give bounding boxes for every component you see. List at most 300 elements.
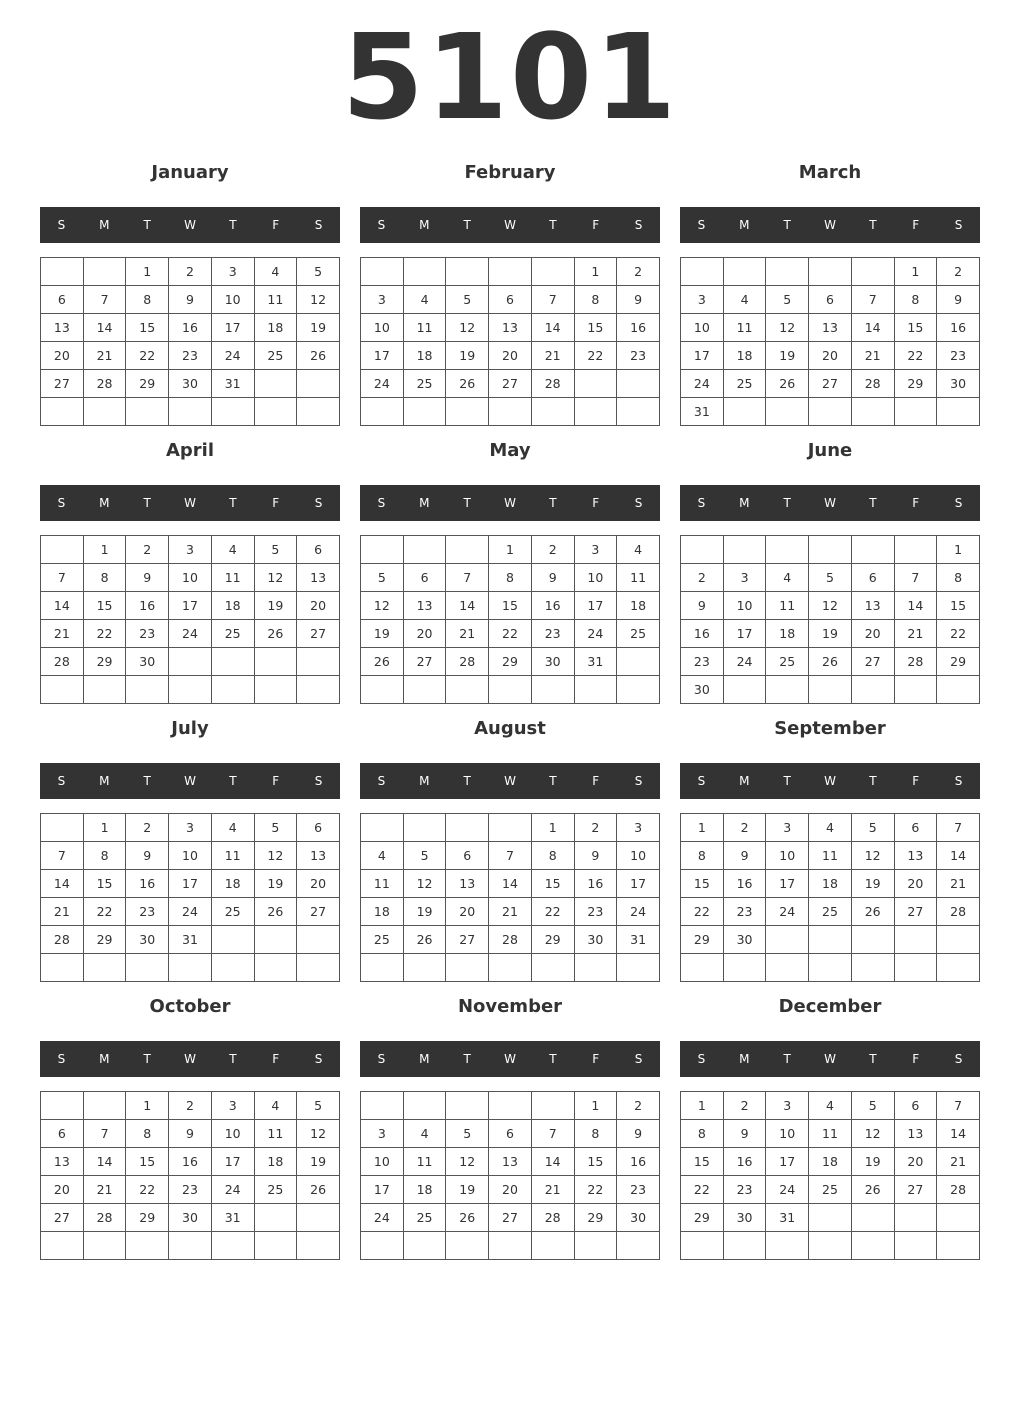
week-row [41,870,340,898]
day-cell: 20 [41,1176,84,1204]
day-cell: 5 [403,842,446,870]
weekday-header [40,763,340,799]
day-cell [723,258,766,286]
day-cell [446,676,489,704]
day-cell: 14 [83,314,126,342]
day-cell: 23 [574,898,617,926]
day-cell: 30 [169,1204,212,1232]
week-row [361,1148,660,1176]
day-cell [531,954,574,982]
day-cell [937,954,980,982]
day-cell: 30 [126,648,169,676]
day-cell: 13 [894,842,937,870]
day-cell: 20 [489,1176,532,1204]
weekday-label: T [463,1052,471,1066]
day-cell [254,398,297,426]
day-cell: 4 [809,1092,852,1120]
day-cell: 2 [617,258,660,286]
day-cell: 24 [169,620,212,648]
day-cell: 16 [681,620,724,648]
day-cell [766,258,809,286]
day-cell: 20 [41,342,84,370]
day-cell: 20 [297,592,340,620]
day-cell [361,258,404,286]
day-cell: 13 [894,1120,937,1148]
day-cell [446,814,489,842]
week-row [361,814,660,842]
day-cell: 7 [489,842,532,870]
day-cell: 27 [297,898,340,926]
day-cell: 2 [126,814,169,842]
day-cell: 15 [681,870,724,898]
day-cell [254,648,297,676]
week-row [681,342,980,370]
weekday-header [680,485,980,521]
day-cell: 2 [681,564,724,592]
day-cell: 25 [254,342,297,370]
day-cell: 26 [851,898,894,926]
day-cell: 15 [126,1148,169,1176]
day-cell: 24 [766,1176,809,1204]
day-cell [126,398,169,426]
day-cell: 8 [937,564,980,592]
day-cell: 26 [297,1176,340,1204]
day-cell: 29 [126,370,169,398]
day-cell [809,398,852,426]
day-cell [937,1232,980,1260]
day-cell [809,1232,852,1260]
day-cell [894,1204,937,1232]
day-cell [41,814,84,842]
day-cell: 3 [211,258,254,286]
day-cell [531,1232,574,1260]
day-cell: 8 [681,842,724,870]
day-cell: 22 [894,342,937,370]
weekday-label: W [184,218,196,232]
day-cell: 23 [681,648,724,676]
week-row [681,842,980,870]
day-cell [766,536,809,564]
day-cell: 28 [489,926,532,954]
week-row [41,370,340,398]
day-cell [169,648,212,676]
day-cell [169,398,212,426]
day-cell: 23 [169,342,212,370]
week-row [41,1120,340,1148]
day-cell [446,1232,489,1260]
week-row [41,314,340,342]
day-cell [41,676,84,704]
day-cell [489,1232,532,1260]
day-cell: 22 [531,898,574,926]
day-cell: 30 [531,648,574,676]
day-cell [766,398,809,426]
day-cell: 4 [723,286,766,314]
day-cell [894,676,937,704]
day-cell: 19 [446,342,489,370]
day-cell [894,926,937,954]
day-cell [254,1232,297,1260]
day-cell: 12 [403,870,446,898]
day-cell: 7 [531,1120,574,1148]
day-cell [41,258,84,286]
day-cell: 4 [361,842,404,870]
day-cell: 16 [126,870,169,898]
day-cell: 6 [489,1120,532,1148]
week-row [41,1204,340,1232]
day-grid [40,257,340,426]
weekday-label: T [549,496,557,510]
day-cell [361,1232,404,1260]
day-cell [489,814,532,842]
day-cell [531,676,574,704]
weekday-label: S [314,218,323,232]
week-row [361,870,660,898]
week-row [361,564,660,592]
weekday-label: S [314,1052,323,1066]
day-cell: 5 [254,536,297,564]
day-grid [40,813,340,982]
day-cell: 3 [361,1120,404,1148]
day-cell: 9 [723,842,766,870]
day-cell [894,1232,937,1260]
day-cell: 31 [681,398,724,426]
day-cell: 9 [126,842,169,870]
day-cell [169,676,212,704]
weekday-label: S [377,218,386,232]
day-cell: 29 [937,648,980,676]
day-cell [617,398,660,426]
day-cell: 27 [851,648,894,676]
month-name: December [778,996,882,1017]
day-cell: 15 [126,314,169,342]
day-cell [41,1092,84,1120]
week-row [41,258,340,286]
day-cell: 28 [83,1204,126,1232]
day-cell: 21 [937,1148,980,1176]
day-cell [489,258,532,286]
weekday-label: T [783,1052,791,1066]
day-cell [723,536,766,564]
day-cell: 5 [766,286,809,314]
day-cell [446,1092,489,1120]
weekday-label: S [697,496,706,510]
day-cell: 23 [531,620,574,648]
week-row [681,258,980,286]
day-cell: 1 [894,258,937,286]
day-cell [403,1092,446,1120]
weekday-label: T [869,774,877,788]
day-cell: 30 [723,1204,766,1232]
week-row [41,398,340,426]
day-grid [360,257,660,426]
day-cell [489,676,532,704]
weekday-label: F [592,774,600,788]
day-cell: 27 [297,620,340,648]
weekday-label: T [143,496,151,510]
day-cell: 25 [403,370,446,398]
week-row [361,536,660,564]
day-cell: 23 [617,1176,660,1204]
day-cell [766,676,809,704]
weekday-label: T [229,1052,237,1066]
day-cell: 7 [937,814,980,842]
day-cell: 13 [489,1148,532,1176]
day-cell [83,1232,126,1260]
day-cell: 1 [83,536,126,564]
day-cell: 15 [681,1148,724,1176]
week-row [361,314,660,342]
weekday-label: F [272,1052,280,1066]
day-cell: 7 [41,842,84,870]
weekday-label: T [783,496,791,510]
weekday-label: W [504,774,516,788]
day-cell: 15 [83,870,126,898]
day-cell: 14 [41,870,84,898]
week-row [681,954,980,982]
day-cell: 6 [851,564,894,592]
day-cell: 18 [766,620,809,648]
weekday-label: M [99,774,110,788]
day-grid [40,535,340,704]
weekday-label: M [99,1052,110,1066]
day-cell: 6 [894,814,937,842]
weekday-label: M [419,218,430,232]
day-cell: 1 [681,1092,724,1120]
day-cell: 28 [41,648,84,676]
day-cell: 8 [126,286,169,314]
day-cell [403,814,446,842]
day-cell [297,370,340,398]
day-cell: 18 [723,342,766,370]
day-cell: 1 [489,536,532,564]
day-cell [681,536,724,564]
day-cell [574,954,617,982]
month-name: November [457,996,563,1017]
day-cell: 28 [83,370,126,398]
day-cell: 28 [937,898,980,926]
day-cell [297,1232,340,1260]
day-cell: 25 [211,898,254,926]
weekday-label: M [99,218,110,232]
week-row [41,842,340,870]
weekday-label: W [504,218,516,232]
day-cell: 29 [574,1204,617,1232]
day-cell: 4 [254,1092,297,1120]
week-row [361,1092,660,1120]
day-cell [361,954,404,982]
week-row [361,842,660,870]
day-cell: 26 [403,926,446,954]
day-cell [41,954,84,982]
week-row [681,398,980,426]
day-cell: 21 [41,620,84,648]
day-cell: 19 [254,870,297,898]
day-cell: 15 [574,314,617,342]
weekday-label: T [229,218,237,232]
weekday-label: F [272,218,280,232]
day-cell: 22 [126,1176,169,1204]
day-cell: 3 [211,1092,254,1120]
day-cell: 11 [211,564,254,592]
day-cell [41,398,84,426]
week-row [41,536,340,564]
day-cell: 4 [211,536,254,564]
weekday-label: F [592,218,600,232]
week-row [681,870,980,898]
day-cell: 25 [723,370,766,398]
day-cell: 14 [937,842,980,870]
day-cell: 29 [126,1204,169,1232]
day-cell [446,398,489,426]
day-cell [361,814,404,842]
weekday-label: T [143,1052,151,1066]
day-cell [254,676,297,704]
day-cell: 6 [297,536,340,564]
day-cell [574,676,617,704]
day-cell: 24 [361,370,404,398]
weekday-label: S [697,774,706,788]
day-cell: 14 [489,870,532,898]
day-cell: 28 [446,648,489,676]
weekday-header [680,763,980,799]
weekday-label: M [99,496,110,510]
weekday-label: S [634,1052,643,1066]
day-cell: 19 [766,342,809,370]
weekday-label: T [143,774,151,788]
weekday-label: S [377,496,386,510]
day-cell: 10 [681,314,724,342]
day-cell: 8 [489,564,532,592]
weekday-label: T [463,218,471,232]
day-cell: 26 [446,370,489,398]
day-cell: 16 [937,314,980,342]
week-row [41,926,340,954]
day-cell: 22 [83,898,126,926]
day-cell: 13 [489,314,532,342]
weekday-label: T [549,774,557,788]
day-cell: 9 [531,564,574,592]
day-cell: 15 [574,1148,617,1176]
day-cell [809,258,852,286]
day-cell: 1 [574,258,617,286]
day-cell: 19 [297,1148,340,1176]
week-row [681,1176,980,1204]
day-cell: 30 [723,926,766,954]
weekday-label: W [824,218,836,232]
day-cell: 14 [531,314,574,342]
day-cell: 9 [169,286,212,314]
day-cell: 12 [297,286,340,314]
day-cell [297,1204,340,1232]
day-cell [937,398,980,426]
day-cell: 3 [766,814,809,842]
day-cell: 17 [211,1148,254,1176]
weekday-label: S [634,774,643,788]
weekday-label: M [739,774,750,788]
day-cell: 4 [809,814,852,842]
month-name: March [798,162,862,183]
day-cell: 24 [723,648,766,676]
day-cell: 5 [446,1120,489,1148]
day-cell [851,676,894,704]
day-cell: 10 [211,1120,254,1148]
day-cell: 7 [83,286,126,314]
weekday-header [40,485,340,521]
day-cell [766,954,809,982]
day-cell: 16 [169,314,212,342]
week-row [681,370,980,398]
week-row [41,564,340,592]
day-cell: 1 [681,814,724,842]
week-row [681,1204,980,1232]
weekday-label: S [954,774,963,788]
weekday-label: M [419,496,430,510]
day-cell: 23 [169,1176,212,1204]
day-cell [531,398,574,426]
day-cell: 7 [937,1092,980,1120]
weekday-header [40,207,340,243]
day-cell: 10 [361,1148,404,1176]
day-cell [403,258,446,286]
week-row [361,676,660,704]
weekday-label: T [869,496,877,510]
day-cell: 1 [126,1092,169,1120]
day-cell [809,954,852,982]
day-grid [360,1091,660,1260]
day-cell [83,398,126,426]
weekday-label: S [954,1052,963,1066]
day-cell: 5 [361,564,404,592]
day-cell: 2 [169,1092,212,1120]
month-name: July [171,718,209,739]
day-cell: 3 [169,814,212,842]
day-cell: 2 [617,1092,660,1120]
weekday-label: S [377,774,386,788]
day-cell: 30 [617,1204,660,1232]
day-cell [211,926,254,954]
day-cell: 11 [403,314,446,342]
day-cell: 23 [723,1176,766,1204]
day-cell: 9 [617,286,660,314]
day-cell: 18 [254,314,297,342]
day-cell: 25 [254,1176,297,1204]
month-name: January [151,162,229,183]
day-cell: 26 [361,648,404,676]
weekday-label: S [697,218,706,232]
day-cell: 19 [361,620,404,648]
day-cell: 2 [574,814,617,842]
month-name: June [807,440,853,461]
weekday-header [360,207,660,243]
weekday-label: F [912,1052,920,1066]
day-cell: 3 [766,1092,809,1120]
day-cell: 28 [531,370,574,398]
day-cell [809,926,852,954]
day-cell [403,536,446,564]
day-cell: 16 [723,1148,766,1176]
day-cell [574,398,617,426]
week-row [361,398,660,426]
day-cell: 30 [169,370,212,398]
day-cell: 25 [809,898,852,926]
day-cell: 1 [126,258,169,286]
day-cell [361,536,404,564]
day-cell: 14 [851,314,894,342]
day-cell: 9 [937,286,980,314]
week-row [361,1176,660,1204]
day-cell: 15 [937,592,980,620]
